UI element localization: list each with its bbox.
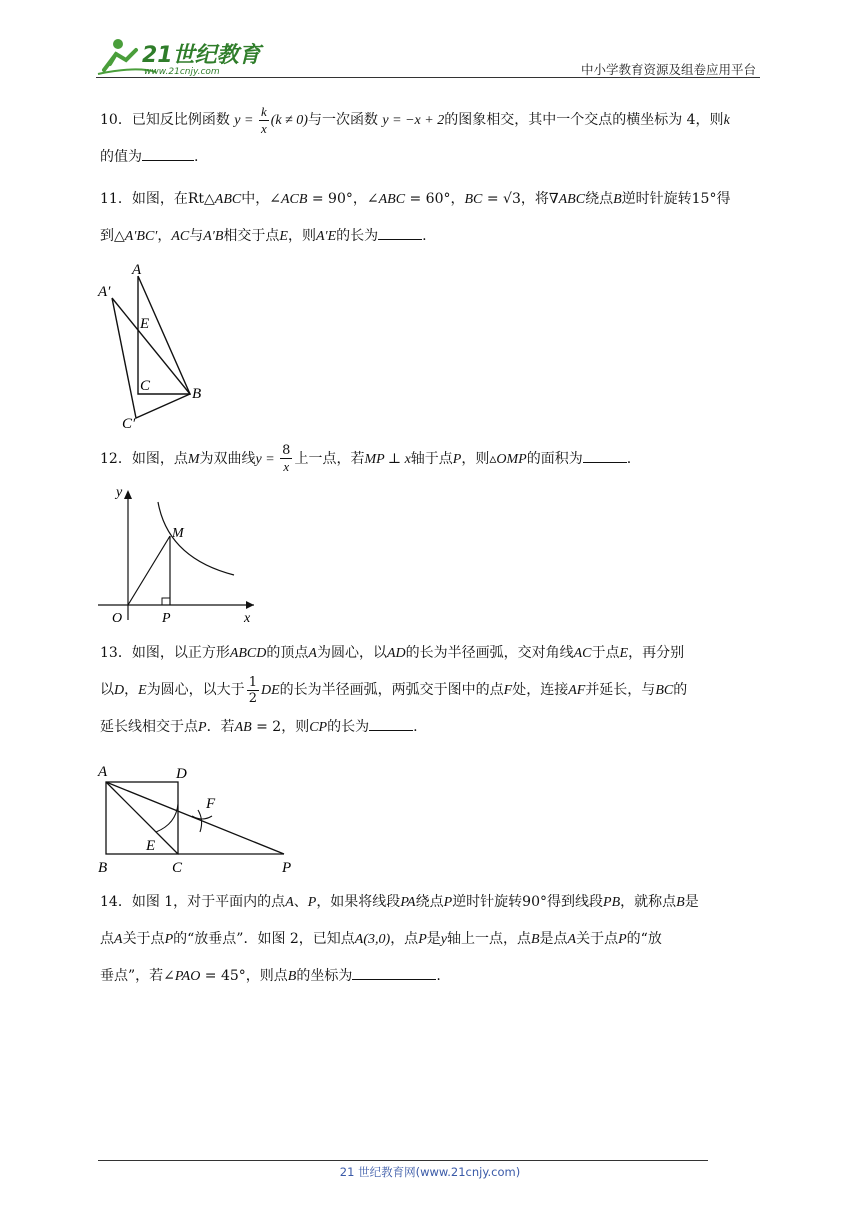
fraction-8-over-x: $\frac{8}{x}$ [282,443,291,474]
svg-text:y: y [116,485,123,500]
question-10: 10．已知反比例函数 y = $\frac{k}{x}$ (k ≠ 0)与一次函数 y = −x + 2的图象相交，其中一个交点的横坐标为 4，则k 的值为 . [100,103,730,165]
svg-text:F: F [206,796,216,812]
svg-text:C: C [172,860,183,876]
fraction-k-over-x: $\frac{k}{x}$ [260,103,267,136]
question-13: 13．如图，以正方形ABCD的顶点A为圆心，以AD的长为半径画弧，交对角线AC于点E，再分别 以D，E为圆心，以大于 $\frac{1}{2}$ DE的长为半径画弧，两弧交于图中的点F处，连接AF并延长，与BC的 延长线相交于点P．若AB = 2，则CP的长为 . [100,645,688,735]
svg-text:x: x [244,611,251,626]
footer-divider [98,1160,708,1161]
svg-text:C′: C′ [122,416,136,432]
svg-text:P: P [162,611,171,626]
question-14: 14．如图 1，对于平面内的点A、P，如果将线段PA绕点P逆时针旋转90°得到线段PB，就称点B是 点A关于点P的“放垂点”．如图 2，已知点A(3,0)，点P是y轴上一点，点B是点A关于点P的“放 垂点”，若∠PAO = 45°，则点B的坐标为 . [100,894,699,984]
answer-blank[interactable] [142,146,194,161]
svg-text:C: C [140,378,151,394]
logo-text: 21世纪教育 [142,43,261,68]
figure-q12-hyperbola [94,480,264,626]
answer-blank[interactable] [583,448,627,463]
platform-title: 中小学教育资源及组卷应用平台 [580,62,756,77]
question-11: 11．如图，在Rt△ABC中，∠ACB = 90°，∠ABC = 60°，BC = √3，将∇ABC绕点B逆时针旋转15°得 到△A′BC′，AC与A′B相交于点E，则A′E的长为 . [100,191,731,244]
svg-text:A: A [132,262,142,278]
answer-blank[interactable] [369,716,413,731]
footer-text: 21 世纪教育网(www.21cnjy.com) [339,1165,521,1179]
fraction-one-half: $\frac{1}{2}$ [248,674,257,706]
answer-blank[interactable] [378,225,422,240]
svg-text:B: B [192,386,202,402]
svg-text:B: B [98,860,108,876]
answer-blank[interactable] [352,965,436,980]
figure-q11-triangles [94,258,224,432]
svg-text:A: A [98,764,108,780]
figure-q13-square [94,760,304,876]
svg-text:O: O [112,611,123,626]
logo [96,36,266,78]
svg-text:P: P [282,860,292,876]
svg-text:M: M [172,526,184,541]
logo-url: www.21cnjy.com [144,67,220,77]
header-divider [96,77,760,78]
svg-text:E: E [140,316,150,332]
svg-text:D: D [176,766,187,782]
svg-text:A′: A′ [98,284,111,300]
svg-text:E: E [146,838,156,854]
question-12: 12．如图，点M为双曲线y = $\frac{8}{x}$ 上一点，若MP ⊥ x轴于点P，则▵OMP的面积为 . [100,443,632,474]
logo-runner-icon [96,36,266,78]
